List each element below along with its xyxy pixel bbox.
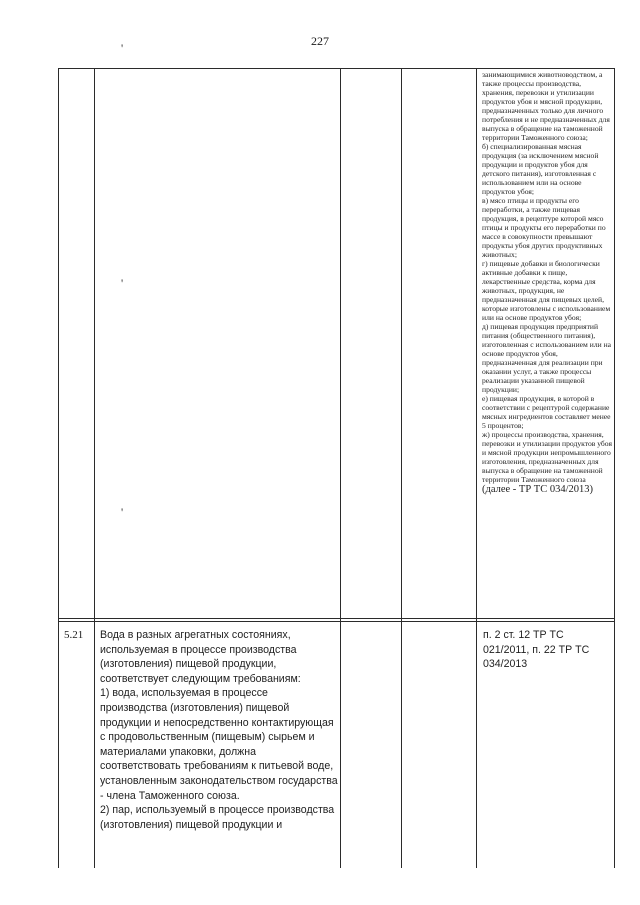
continued-row-text — [482, 70, 612, 495]
table-divider-1 — [94, 68, 95, 868]
row-reference-text: п. 2 ст. 12 ТР ТС 021/2011, п. 22 ТР ТС 034/2013 — [483, 629, 590, 671]
table-divider-4 — [476, 68, 477, 868]
table-border-left — [58, 68, 59, 868]
scan-mark-lower: ' — [121, 505, 124, 519]
table-top-line — [58, 68, 615, 69]
row-requirement-text: Вода в разных агрегатных состояниях, используемая в процессе производства (изготовления) пищевой продукции, соответствует следующим требованиям: 1) вода, используемая в процессе производства (изготовления) пищевой продукции и непосредственно контактирующая с продовольственным (пищевым) сырьем и материалами упаковки, должна соответствовать требованиям к питьевой воде, установленным законодательством государства - члена Таможенного союза. 2) пар, используемый в процессе производства (изготовления) пищевой продукции и — [100, 629, 338, 831]
continued-row-tail: (далее - ТР ТС 034/2013) — [482, 484, 593, 495]
table-row-separator — [58, 618, 615, 619]
row-number: 5.21 — [64, 629, 84, 641]
table-border-right — [614, 68, 615, 868]
scan-mark-top: ' — [121, 41, 124, 55]
table-divider-3 — [401, 68, 402, 868]
scan-mark-middle: ' — [121, 276, 124, 290]
continued-row-body: занимающимися животноводством, а также процессы производства, хранения, перевозки и утилизации продуктов убоя и мясной продукции, предназначенных только для личного потребления и не предназначенных для выпуска в обращение на таможенной территории Таможенного союза; б) специализированная мясная продукция (за исключением мясной продукции и продуктов убоя для детского питания), изготовленная с использованием или на основе продуктов убоя; в) мясо птицы и продукты его переработки, а также пищевая продукция, в рецептуре которой мясо птицы и продукты его переработки по массе в совокупности превышают продукты убоя других продуктивных животных; г) пищевые добавки и биологически активные добавки к пище, лекарственные средства, корма для животных, продукция, не предназначенная для пищевых целей, которые изготовлены с использованием или на основе продуктов убоя; д) пищевая продукция предприятий питания (общественного питания), изготовленная с использованием или на основе продуктов убоя, предназначенная для реализации при оказании услуг, а также процессы реализации указанной пищевой продукции; е) пищевая продукция, в которой в соответствии с рецептурой содержание мясных ингредиентов составляет менее 5 процентов; ж) процессы производства, хранения, перевозки и утилизации продуктов убоя и мясной продукции непромышленного изготовления, предназначенных для выпуска в обращение на таможенной территории Таможенного союза — [482, 70, 612, 484]
table-row-separator-inner — [58, 621, 615, 622]
table-divider-2 — [340, 68, 341, 868]
page-number: 227 — [311, 34, 329, 48]
